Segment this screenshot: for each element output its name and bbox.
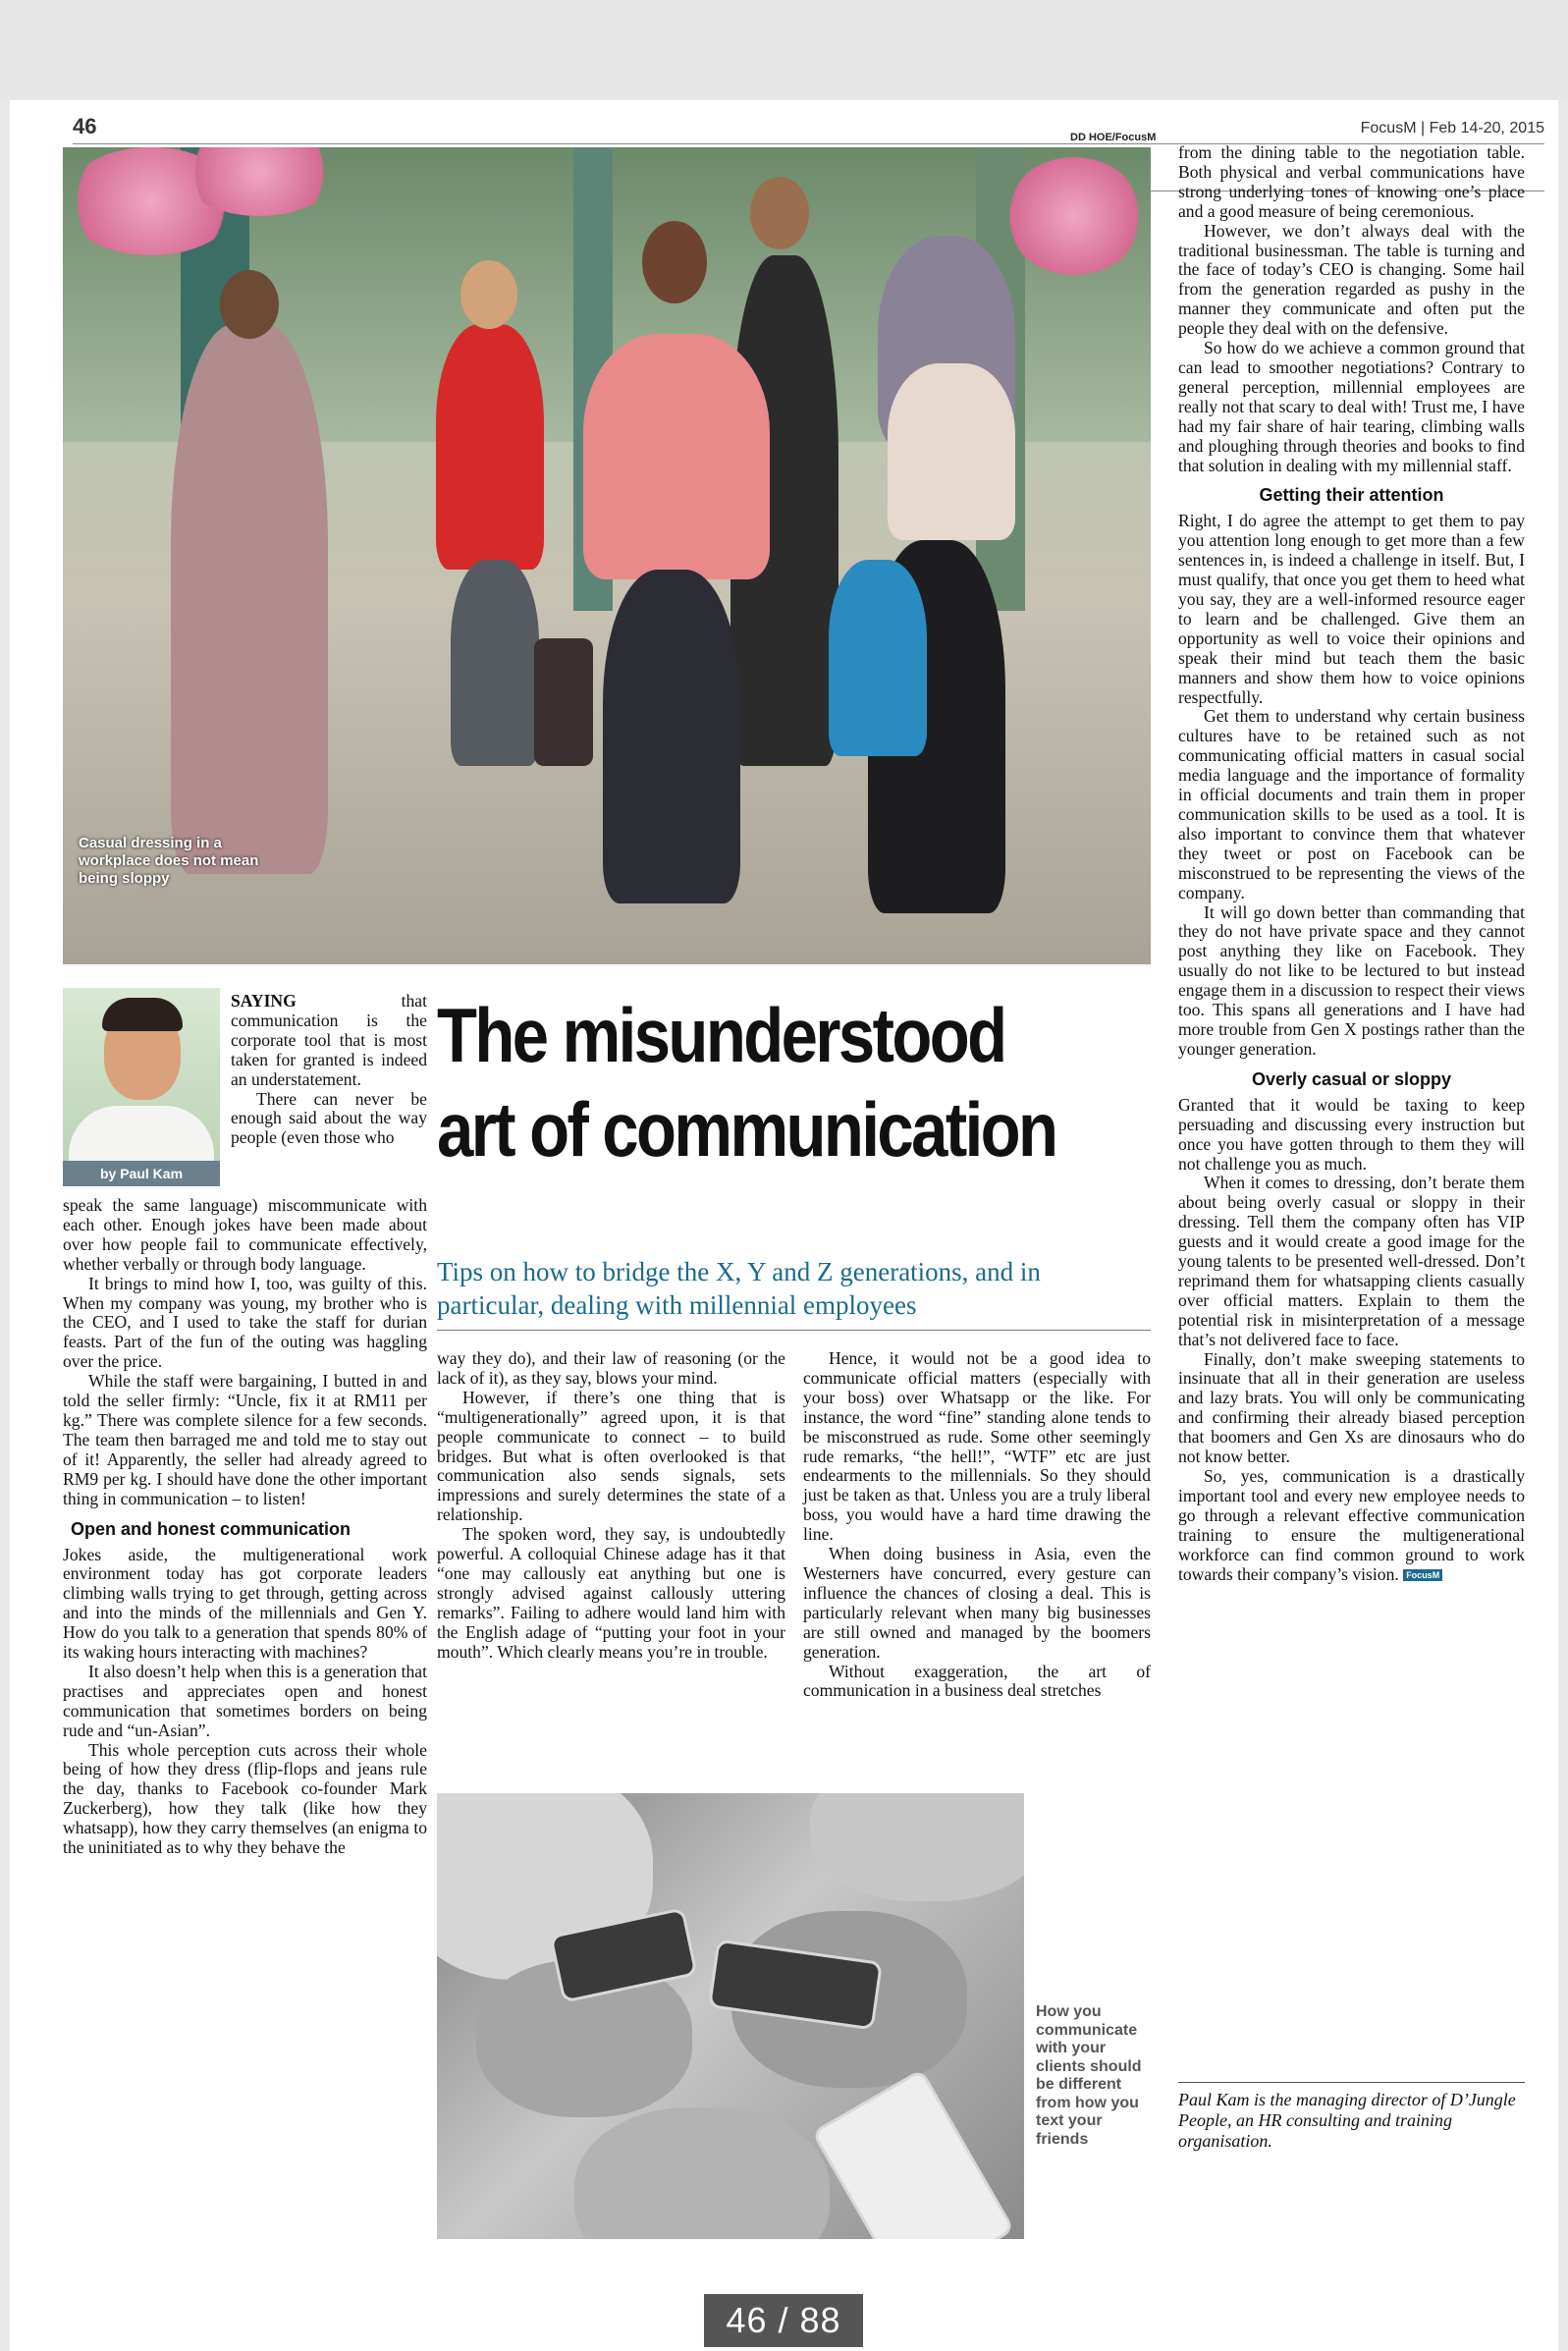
standfirst-rule xyxy=(437,1330,1151,1331)
byline: by Paul Kam xyxy=(63,1161,220,1186)
article-paragraph: Get them to understand why certain business cultures have to be retained such as not communicating official matters in casual social media language and the importance of formality in official documents and train them in proper communication skills to be used as a tool. It is also important to convince them that whatever they tweet or post on Facebook can be misconstrued to be representing the views of the company. xyxy=(1178,706,1525,902)
article-paragraph: Finally, don’t make sweeping statements to insinuate that all in their generation are useless and lazy brats. You will only be communicating and confirming their already biased perception that boomers and Gen Xs are dinosaurs who do not know better. xyxy=(1178,1348,1525,1467)
main-photo-caption: Casual dressing in a workplace does not mean being sloppy xyxy=(79,835,259,887)
photo-hand xyxy=(810,1793,1024,1901)
page-indicator[interactable]: 46 / 88 xyxy=(704,2294,863,2347)
article-paragraph: Without exaggeration, the art of communication in a business deal stretches xyxy=(803,1661,1151,1701)
headline-line-1: The misunderstood xyxy=(437,992,1005,1078)
person-head xyxy=(750,177,809,249)
article-paragraph: There can never be enough said about the way people (even those who xyxy=(231,1088,427,1148)
subhead-attention: Getting their attention xyxy=(1259,485,1444,506)
article-paragraph: Hence, it would not be a good idea to communicate official matters (especially with your boss) over Whatsapp or the like. For instance, the word “fine” standing alone tends to be misconstrued as rude. Some other seemingly rude remarks, “the hell!”, “WTF” etc are just endearments to the millennials. So they should just be taken as that. Unless you are a truly liberal boss, you would have a hard time drawing the line. xyxy=(803,1348,1151,1545)
article-paragraph: This whole perception cuts across their whole being of how they dress (flip-flops and jeans rule the day, thanks to Facebook co-founder Mark Zuckerberg), how they talk (like how they whatsapp), how they carry themselves (an enigma to the uninitiated as to why they behave the xyxy=(63,1739,427,1858)
author-photo xyxy=(63,988,220,1161)
article-paragraph: When it comes to dressing, don’t berate them about being overly casual or sloppy in their dressing. Tell them the company often has VIP guests and it would create a good image for the young talents to be presented well-dressed. Don’t reprimand them for whatsapping clients casually over official matters. Explain to them the potential risk in misinterpretation of a message that’s not delivered face to face. xyxy=(1178,1173,1525,1349)
phones-photo-caption: How you communicate with your clients should be different from how you text your friends xyxy=(1036,2003,1142,2148)
article-paragraph: speak the same language) miscommunicate with each other. Enough jokes have been made about over how people fail to communicate effectively, whether verbally or through body language. xyxy=(63,1195,427,1274)
lead-text: that communication is the corporate tool that is most taken for granted is indeed an understatement. xyxy=(231,991,427,1089)
photo-hand xyxy=(574,2107,830,2239)
jacket-figure xyxy=(829,560,927,756)
article-paragraph: While the staff were bargaining, I butted in and told the seller firmly: “Uncle, fix it at RM11 per kg.” There was complete silence for a few seconds. The team then barraged me and told me to stay out of it! Apparently, the seller had already agreed to RM9 per kg. I should have done the other important thing in communication – to listen! xyxy=(63,1371,427,1508)
subhead-casual: Overly casual or sloppy xyxy=(1251,1068,1452,1089)
person-figure xyxy=(583,334,770,579)
phones-photo xyxy=(437,1793,1024,2239)
headline xyxy=(437,988,1061,1176)
article-paragraph: When doing business in Asia, even the Westerners have concurred, every gesture can influence the chances of closing a deal. This is particularly relevant when many big businesses are still owned and managed by the boomers generation. xyxy=(803,1544,1151,1662)
bio-rule xyxy=(1178,2082,1525,2083)
subhead-open-honest: Open and honest communication xyxy=(71,1518,351,1539)
headline-line-2: art of communication xyxy=(437,1086,1056,1173)
phone-image xyxy=(811,2068,1015,2239)
article-column-1 xyxy=(63,1196,427,1858)
person-head xyxy=(460,260,517,329)
article-column-2 xyxy=(437,1349,785,1663)
article-paragraph: However, if there’s one thing that is “multigenerationally” agreed upon, it is that people communicate to connect – to build bridges. But what is often overlooked is that communication also sends signals, sets impressions and surely determines the state of a relationship. xyxy=(437,1387,785,1525)
person-figure xyxy=(888,363,1015,540)
article-column-4 xyxy=(1178,143,1525,1584)
person-figure xyxy=(436,324,544,570)
article-paragraph: Granted that it would be taxing to keep persuading and discussing every instruction but once you have gotten through to them they will not challenge you as much. xyxy=(1178,1094,1525,1174)
article-paragraph: from the dining table to the negotiation table. Both physical and verbal communications have strong underlying tones of knowing one’s place and a good measure of being ceremonious. xyxy=(1178,142,1525,221)
article-paragraph: The spoken word, they say, is undoubtedly powerful. A colloquial Chinese adage has it that “one may callously eat anything but one is strongly advised against callously uttering remarks”. Failing to adhere would land him with the English adage of “putting your foot in your mouth”. Which clearly means you’re in trouble. xyxy=(437,1524,785,1662)
article-paragraph: Right, I do agree the attempt to get them to pay you attention long enough to get more than a few sentences in, is indeed a challenge in itself. But, I must qualify, that once you get them to heed what you say, they are a well-informed resource eager to learn and be challenged. Give them an opportunity as well to voice their opinions and speak their mind but teach them the basic manners and show them how to voice opinions respectfully. xyxy=(1178,511,1525,707)
article-paragraph: It brings to mind how I, too, was guilty of this. When my company was young, my brother who is the CEO, and I used to take the staff for durian feasts. Part of the fun of the outing was haggling over the price. xyxy=(63,1273,427,1372)
person-head xyxy=(220,270,279,339)
main-photo xyxy=(63,147,1151,964)
article-paragraph: It also doesn’t help when this is a generation that practises and appreciates open and honest communication that sometimes borders on being rude and “un-Asian”. xyxy=(63,1661,427,1740)
page-number: 46 xyxy=(73,114,97,138)
closing-text: So, yes, communication is a drastically important tool and every new employee needs to go through a relevant effective communication training to ensure the multigenerational workforce can find common ground to work towards their company’s vision. xyxy=(1178,1466,1525,1584)
article-paragraph: However, we don’t always deal with the traditional businessman. The table is turning and the face of today’s CEO is changing. Some hail from the generation regarded as pushy in the manner they communicate and often put the people they deal with on the defensive. xyxy=(1178,220,1525,339)
author-shirt xyxy=(69,1106,214,1161)
article-paragraph: way they do), and their law of reasoning (or the lack of it), as they say, blows your mind. xyxy=(437,1348,785,1388)
person-figure xyxy=(603,570,740,903)
article-column-1-top xyxy=(231,992,427,1148)
publication-date: FocusM | Feb 14-20, 2015 xyxy=(1360,120,1544,137)
viewer-top-bar xyxy=(0,0,1568,98)
lead-word: SAYING xyxy=(231,991,297,1011)
end-badge: FocusM xyxy=(1403,1569,1442,1581)
article-paragraph: Jokes aside, the multigenerational work environment today has got corporate leaders climbing walls trying to get through, getting across and into the minds of the millennials and Gen Y. How do you talk to a generation that spends 80% of its waking hours interacting with machines? xyxy=(63,1544,427,1663)
photo-credit: DD HOE/FocusM xyxy=(1070,132,1157,143)
standfirst: Tips on how to bridge the X, Y and Z generations, and in particular, dealing with millennial employees xyxy=(437,1257,1041,1320)
article-paragraph xyxy=(1178,1467,1525,1584)
article-paragraph: So how do we achieve a common ground that can lead to smoother negotiations? Contrary to general perception, millennial employees are really not that scary to deal with! Trust me, I have had my fair share of hair tearing, climbing walls and ploughing through theories and books to find that solution in dealing with my millennial staff. xyxy=(1178,338,1525,475)
article-column-3 xyxy=(803,1349,1151,1701)
person-figure xyxy=(171,324,328,874)
handbag xyxy=(534,638,593,766)
person-figure xyxy=(451,560,539,766)
article-paragraph xyxy=(231,992,427,1090)
article-paragraph: It will go down better than commanding that they do not have private space and they cannot post anything they like on Facebook. They usually do not like to be lectured to but instead engage them in a discussion to respect their views too. This spans all generations and I have had more trouble from Gen X postings rather than the younger generation. xyxy=(1178,902,1525,1059)
author-bio: Paul Kam is the managing director of D’Jungle People, an HR consulting and training organisation. xyxy=(1178,2090,1516,2151)
author-hair xyxy=(102,998,183,1031)
person-head xyxy=(642,221,707,303)
blossom-decoration xyxy=(1005,157,1143,275)
